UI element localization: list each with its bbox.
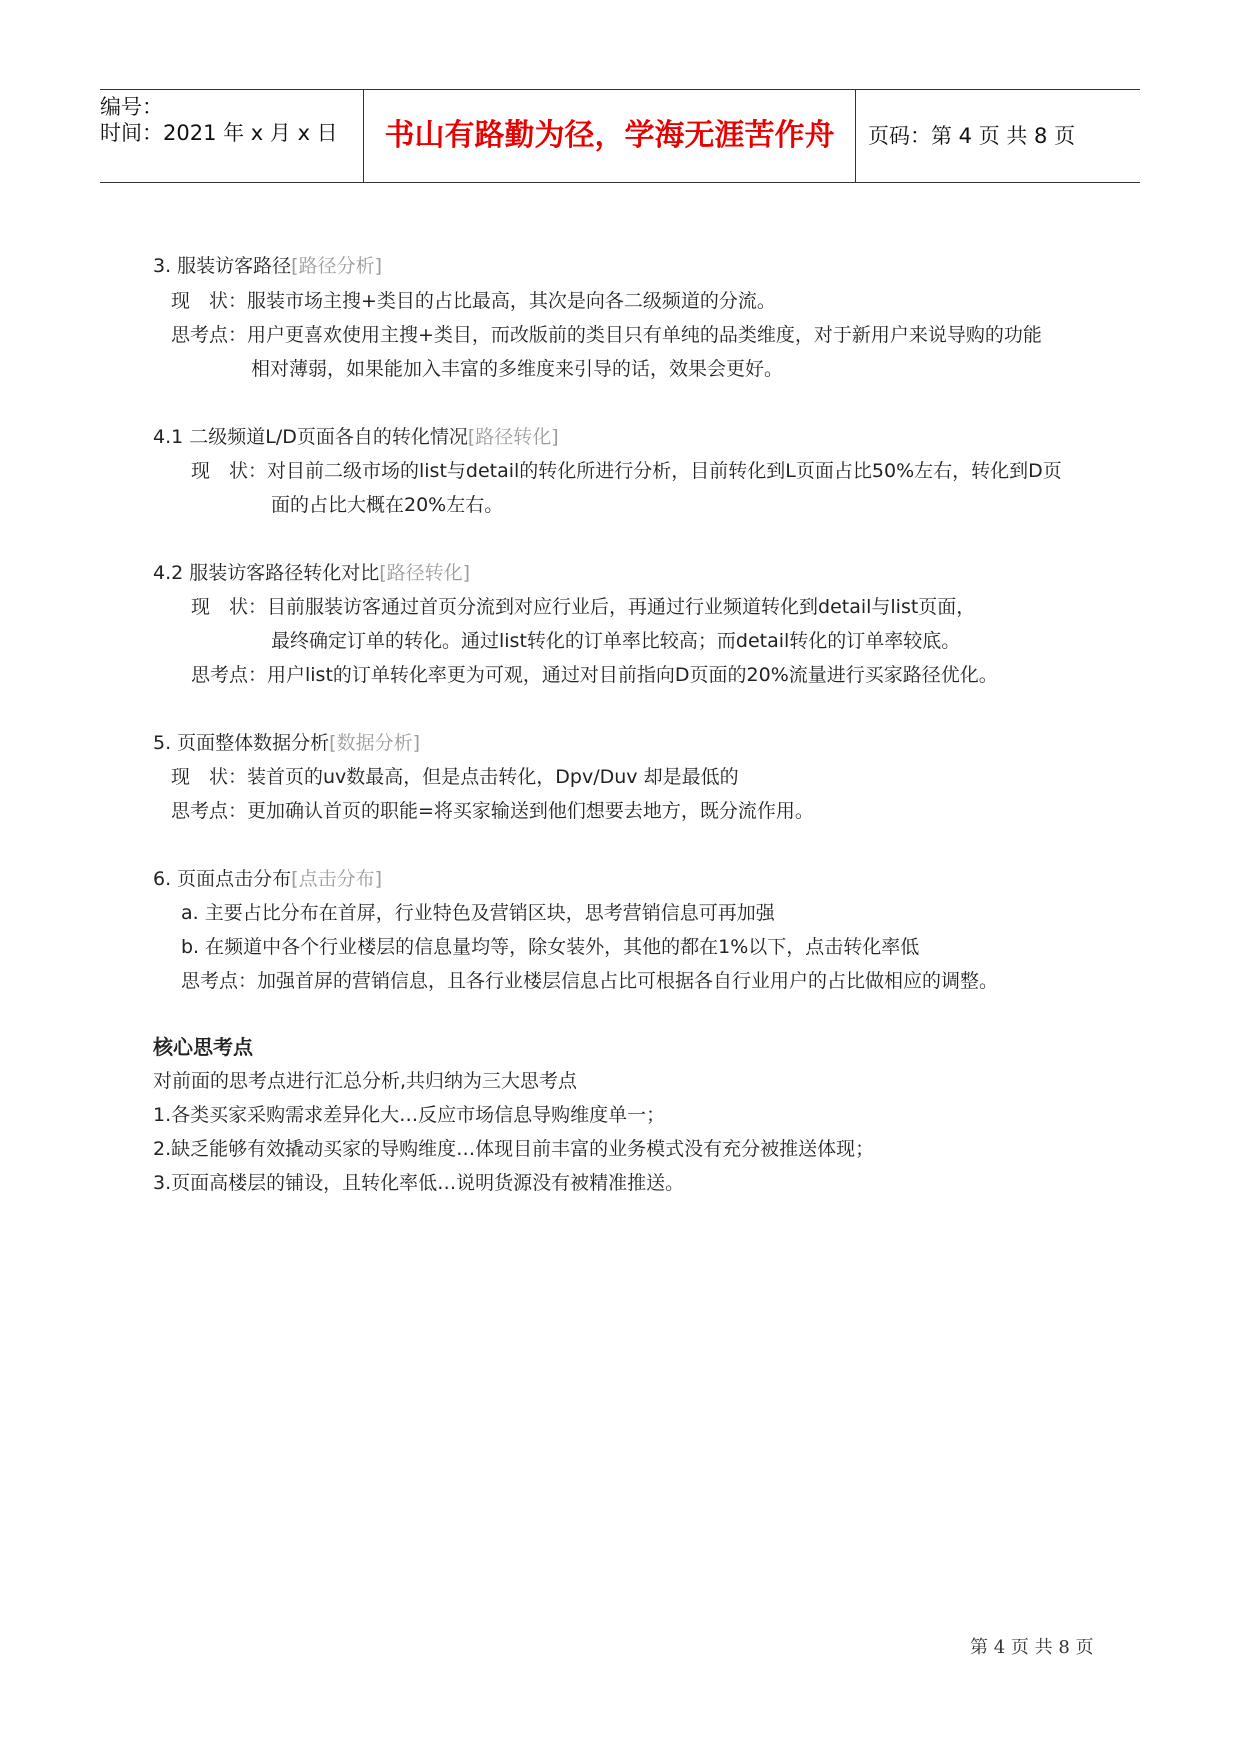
footer-page-info: 第 4 页 共 8 页: [970, 1637, 1094, 1658]
section-4-1-status-line-2: 面的占比大概在20%左右。: [271, 494, 504, 516]
section-6-title-text: 6. 页面点击分布: [153, 868, 292, 890]
section-5-thought: 思考点：更加确认首页的职能=将买家输送到他们想要去地方，既分流作用。: [171, 800, 814, 822]
header-meta-cell: [100, 90, 364, 182]
core-point-3: 3.页面高楼层的铺设，且转化率低…说明货源没有被精准推送。: [153, 1172, 685, 1194]
section-3-status: 现 状：服装市场主搜+类目的占比最高，其次是向各二级频道的分流。: [171, 290, 776, 312]
number-label: 编号：: [100, 95, 163, 119]
section-6-item-a: a. 主要占比分布在首屏，行业特色及营销区块，思考营销信息可再加强: [181, 902, 775, 924]
core-point-2: 2.缺乏能够有效撬动买家的导购维度…体现目前丰富的业务模式没有充分被推送体现；: [153, 1138, 875, 1160]
core-intro: 对前面的思考点进行汇总分析,共归纳为三大思考点: [153, 1070, 578, 1092]
section-6-tag: [点击分布]: [291, 868, 382, 890]
section-6-title: [153, 866, 382, 892]
section-4-2-status-line-1: 现 状：目前服装访客通过首页分流到对应行业后，再通过行业频道转化到detail与list页面，: [191, 596, 976, 618]
section-4-2-tag: [路径转化]: [379, 562, 471, 584]
section-4-1-title: [153, 424, 559, 450]
section-5-title: [153, 730, 420, 756]
section-4-1-tag: [路径转化]: [467, 426, 559, 448]
header-motto-cell: [364, 90, 856, 182]
document-header: [100, 89, 1140, 183]
date-label: 时间：2021 年 x 月 x 日: [100, 121, 338, 145]
section-5-status: 现 状：装首页的uv数最高，但是点击转化，Dpv/Duv 却是最低的: [171, 766, 739, 788]
section-3-title-text: 3. 服装访客路径: [153, 255, 292, 277]
section-4-2-title-text: 4.2 服装访客路径转化对比: [153, 562, 380, 584]
section-5-title-text: 5. 页面整体数据分析: [153, 732, 330, 754]
section-3-thought-line-2: 相对薄弱，如果能加入丰富的多维度来引导的话，效果会更好。: [251, 358, 784, 380]
section-3-title: [153, 253, 382, 279]
section-3-tag: [路径分析]: [291, 255, 382, 277]
section-4-1-title-text: 4.1 二级频道L/D页面各自的转化情况: [153, 426, 468, 448]
section-4-2-status-line-2: 最终确定订单的转化。通过list转化的订单率比较高；而detail转化的订单率较底。: [271, 630, 961, 652]
section-4-2-thought: 思考点：用户list的订单转化率更为可观，通过对目前指向D页面的20%流量进行买家路径优化。: [191, 664, 998, 686]
header-page-info: 页码：第 4 页 共 8 页: [868, 124, 1076, 148]
core-title: 核心思考点: [153, 1035, 253, 1059]
section-3-thought-line-1: 思考点：用户更喜欢使用主搜+类目，而改版前的类目只有单纯的品类维度，对于新用户来说导购的功能: [171, 324, 1042, 346]
section-6-thought: 思考点：加强首屏的营销信息，且各行业楼层信息占比可根据各自行业用户的占比做相应的调整。: [181, 970, 999, 992]
motto: 书山有路勤为径，学海无涯苦作舟: [384, 118, 835, 153]
core-point-1: 1.各类买家采购需求差异化大…反应市场信息导购维度单一；: [153, 1104, 666, 1126]
section-4-1-status-line-1: 现 状：对目前二级市场的list与detail的转化所进行分析，目前转化到L页面占比50%左右，转化到D页: [191, 460, 1062, 482]
section-4-2-title: [153, 560, 470, 586]
section-6-item-b: b. 在频道中各个行业楼层的信息量均等，除女装外，其他的都在1%以下，点击转化率低: [181, 936, 920, 958]
section-5-tag: [数据分析]: [329, 732, 420, 754]
header-page-cell: [856, 90, 1140, 182]
